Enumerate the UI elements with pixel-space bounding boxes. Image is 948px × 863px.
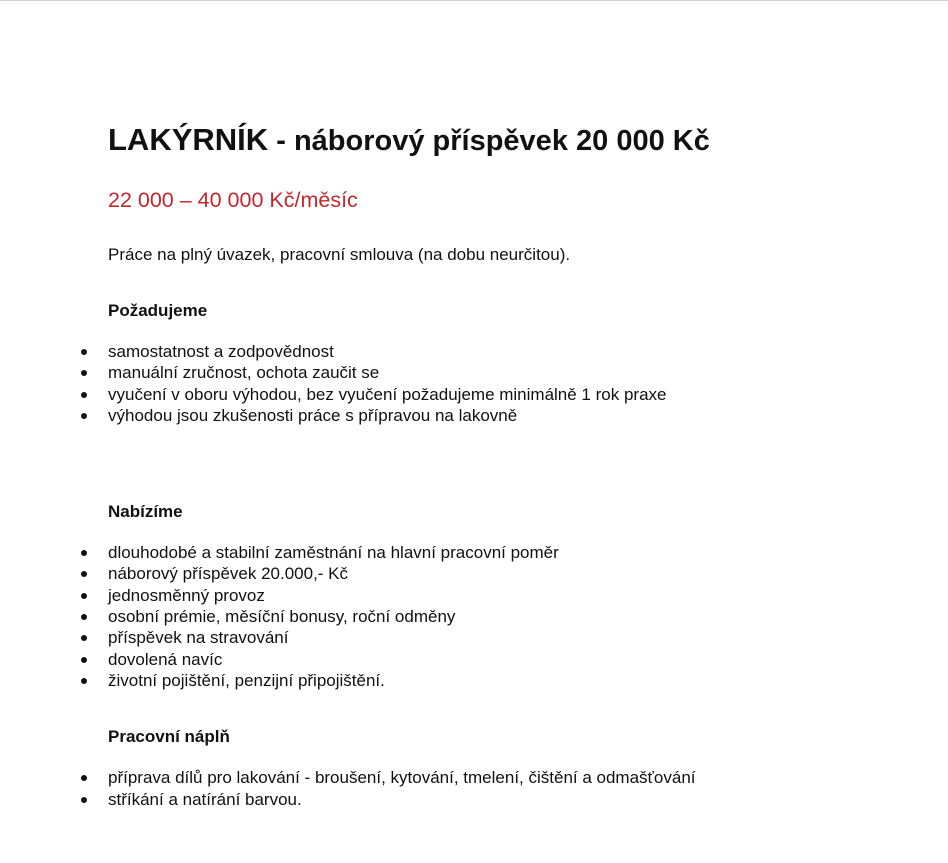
job-title: [108, 118, 908, 163]
bullet-icon: [81, 775, 87, 781]
list-item: [108, 767, 908, 788]
list-item: [108, 563, 908, 584]
list-item: [108, 341, 908, 362]
list-item-text: náborový příspěvek 20.000,- Kč: [108, 564, 349, 584]
list-item: [108, 384, 908, 405]
list-item-text: dlouhodobé a stabilní zaměstnání na hlavní pracovní poměr: [108, 543, 559, 563]
bullet-icon: [81, 392, 87, 398]
job-title-rest: - náborový příspěvek 20 000 Kč: [268, 125, 710, 157]
list-item-text: manuální zručnost, ochota zaučit se: [108, 363, 380, 383]
bullet-icon: [81, 550, 87, 556]
list-item: [108, 627, 908, 648]
job-title-main: LAKÝRNÍK: [108, 122, 269, 157]
bullet-icon: [81, 571, 87, 577]
bullet-icon: [81, 635, 87, 641]
bullet-icon: [81, 349, 87, 355]
work-description-heading: Pracovní náplň: [108, 727, 230, 747]
list-item: [108, 789, 908, 810]
bullet-icon: [81, 370, 87, 376]
list-item-text: osobní prémie, měsíční bonusy, roční odměny: [108, 607, 456, 627]
list-item-text: jednosměnný provoz: [108, 585, 265, 605]
bullet-icon: [81, 413, 87, 419]
list-item: [108, 362, 908, 383]
offer-list: [108, 542, 908, 691]
list-item-text: samostatnost a zodpovědnost: [108, 342, 334, 361]
bullet-icon: [81, 657, 87, 663]
list-item: [108, 649, 908, 670]
employment-type-text: Práce na plný úvazek, pracovní smlouva (na dobu neurčitou).: [108, 245, 571, 264]
list-item-text: vyučení v oboru výhodou, bez vyučení požadujeme minimálně 1 rok praxe: [108, 384, 667, 404]
offer-heading: Nabízíme: [108, 502, 183, 522]
bullet-icon: [81, 678, 87, 684]
requirements-list: [108, 341, 908, 426]
list-item: [108, 670, 908, 691]
list-item: [108, 606, 908, 627]
list-item-text: stříkání a natírání barvou.: [108, 789, 302, 809]
list-item-text: příspěvek na stravování: [108, 628, 289, 648]
list-item-text: výhodou jsou zkušenosti práce s přípravou na lakovně: [108, 405, 518, 425]
list-item: [108, 405, 908, 426]
work-description-list: [108, 767, 908, 810]
top-divider: [0, 0, 948, 1]
salary-range: 22 000 – 40 000 Kč/měsíc: [108, 188, 358, 212]
list-item-text: dovolená navíc: [108, 649, 223, 669]
list-item-text: příprava dílů pro lakování - broušení, kytování, tmelení, čištění a odmašťování: [108, 768, 696, 788]
requirements-heading: Požadujeme: [108, 301, 208, 320]
bullet-icon: [81, 614, 87, 620]
bullet-icon: [81, 797, 87, 803]
bullet-icon: [81, 593, 87, 599]
list-item: [108, 542, 908, 563]
job-posting-content: [108, 118, 908, 810]
list-item: [108, 585, 908, 606]
list-item-text: životní pojištění, penzijní připojištění.: [108, 670, 385, 690]
